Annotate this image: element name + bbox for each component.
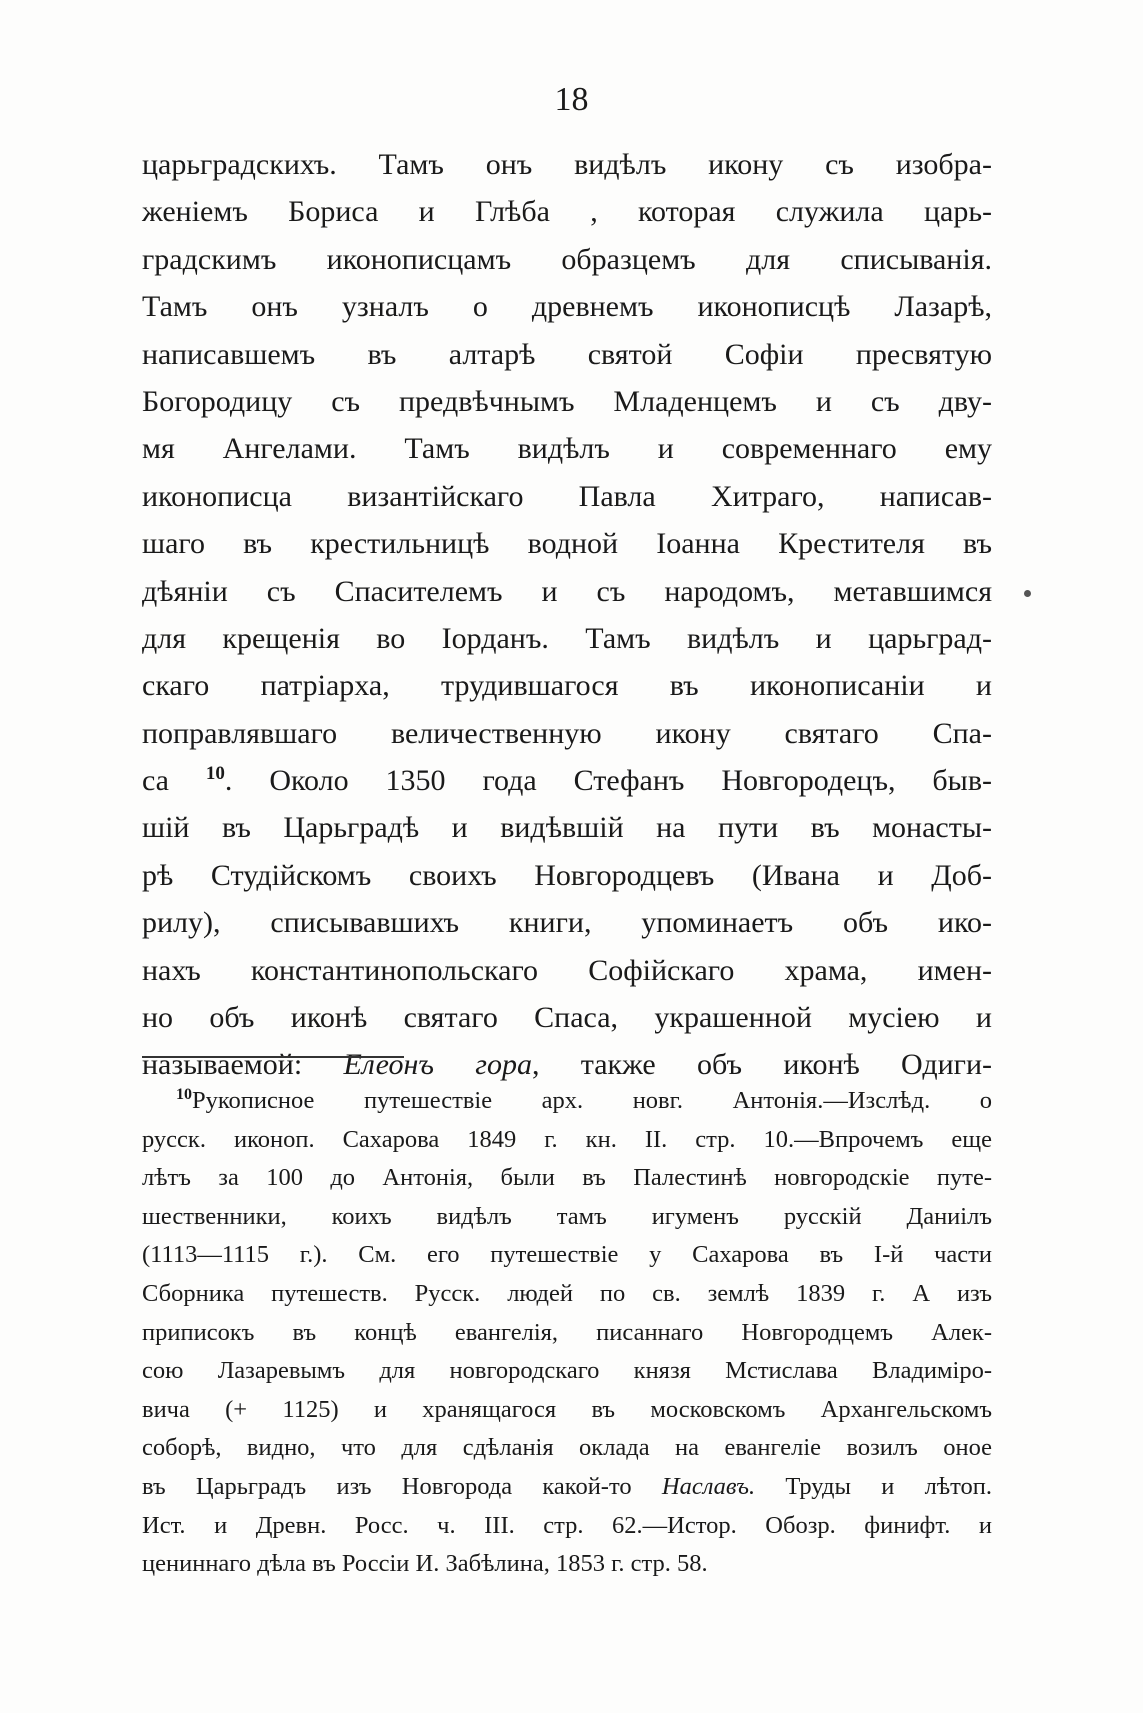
text-line: дѣянiи съ Спасителемъ и съ народомъ, метавшимся [142, 574, 992, 608]
footnote-line: Сборника путешеств. Русск. людей по св. землѣ 1839 г. А изъ [142, 1279, 992, 1307]
footnote-line: Ист. и Древн. Росс. ч. III. стр. 62.—Истор. Обозр. финифт. и [142, 1511, 992, 1539]
italic-title: Елеонъ гора [343, 1048, 532, 1082]
footnote-line [142, 1082, 992, 1121]
text-fragment: Труды и лѣтоп. [755, 1472, 992, 1500]
footnote-marker: 10 [176, 1086, 192, 1103]
text-line: градскимъ иконописцамъ образцемъ для списыванiя. [142, 242, 992, 276]
footnote-line-last: цениннаго дѣла въ Россiи И. Забѣлина, 1853 г. стр. 58. [142, 1550, 708, 1578]
text-line: рѣ Студiйскомъ своихъ Новгородцевъ (Ивана и Доб- [142, 858, 992, 892]
italic-name: Наславъ. [661, 1472, 756, 1500]
footnote-line: сою Лазаревымъ для новгородскаго князя Мстислава Владимiро- [142, 1357, 992, 1385]
text-line: рилу), списывавшихъ книги, упоминаетъ объ ико- [142, 906, 992, 940]
footnote-line: лѣтъ за 100 до Антонiя, были въ Палестинѣ новгородскiе путе- [142, 1164, 992, 1192]
text-line: Богородицу съ предвѣчнымъ Младенцемъ и съ дву- [142, 384, 992, 418]
footnote-line: соборѣ, видно, что для сдѣланiя оклада на евангелiе возилъ оное [142, 1434, 992, 1462]
text-line: царьградскихъ. Тамъ онъ видѣлъ икону съ изобра- [142, 148, 992, 181]
text-fragment: называемой: [142, 1048, 344, 1082]
text-fragment: са [142, 764, 206, 798]
footnote-separator [142, 1056, 404, 1058]
footnote-line: (1113—1115 г.). См. его путешествiе у Сахарова въ I-й части [142, 1241, 992, 1269]
text-line: скаго патрiарха, трудившагося въ иконописанiи и [142, 669, 992, 703]
text-line-with-footnote-ref [142, 757, 992, 804]
text-line: написавшемъ въ алтарѣ святой Софiи пресвятую [142, 337, 992, 371]
page-number: 18 [554, 81, 589, 118]
text-line: но объ иконѣ святаго Спаса, украшенной мусiею и [142, 1001, 992, 1035]
footnote-line [142, 1468, 992, 1507]
footnote-block [142, 1082, 992, 1584]
text-line: шаго въ крестильницѣ водной Iоанна Крестителя въ [142, 527, 992, 561]
footnote-line: вича (+ 1125) и хранящагося въ московскомъ Архангельскомъ [142, 1395, 992, 1423]
text-fragment: , также объ иконѣ Одиги- [531, 1048, 992, 1082]
text-line: шiй въ Царьградѣ и видѣвшiй на пути въ монасты- [142, 811, 992, 845]
text-fragment: въ Царьградъ изъ Новгорода какой-то [142, 1472, 662, 1500]
text-fragment: Рукописное путешествiе арх. новг. Антонiя.—Изслѣд. о [192, 1087, 992, 1114]
text-line: нахъ константинопольскаго Софiйскаго храма, имен- [142, 953, 992, 987]
text-line: для крещенiя во Iорданъ. Тамъ видѣлъ и царьград- [142, 621, 992, 655]
text-line: поправлявшаго величественную икону святаго Спа- [142, 716, 992, 750]
text-line: мя Ангелами. Тамъ видѣлъ и современнаго ему [142, 432, 992, 466]
footnote-line: приписокъ въ концѣ евангелiя, писаннаго Новгородцемъ Алек- [142, 1318, 992, 1346]
ink-speck [1024, 590, 1031, 597]
footnote-line: русск. иконоп. Сахарова 1849 г. кн. II. стр. 10.—Впрочемъ еще [142, 1125, 992, 1153]
footnote-reference[interactable]: 10 [205, 763, 225, 785]
footnote-line: шественники, коихъ видѣлъ тамъ игуменъ русскiй Даниiлъ [142, 1202, 992, 1230]
text-fragment: . Около 1350 года Стефанъ Новгородецъ, быв- [224, 764, 992, 798]
text-line: иконописца византiйскаго Павла Хитраго, написав- [142, 479, 992, 513]
text-line: Тамъ онъ узналъ о древнемъ иконописцѣ Лазарѣ, [142, 290, 992, 324]
main-text [142, 141, 992, 1089]
text-line: женiемъ Бориса и Глѣба , которая служила царь- [142, 195, 992, 229]
